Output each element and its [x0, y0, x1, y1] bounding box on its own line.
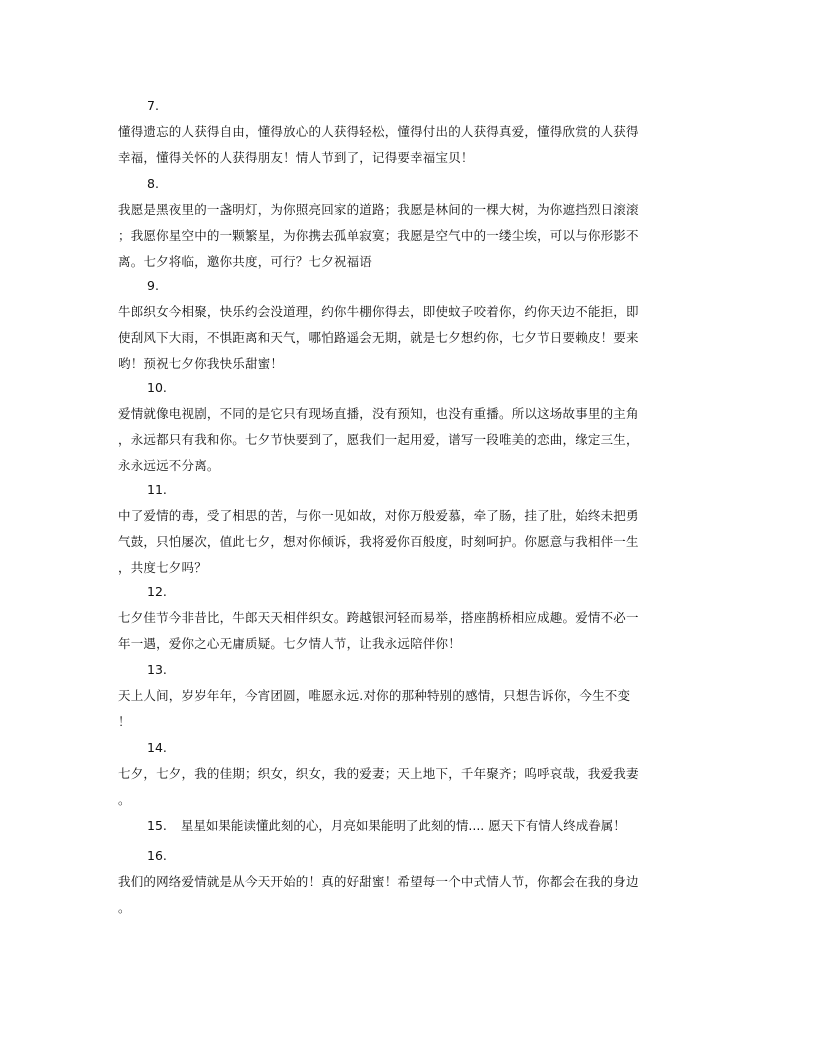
item-text-line: 年一遇，爱你之心无庸质疑。七夕情人节，让我永远陪伴你！: [118, 636, 461, 651]
item-text-line: 星星如果能读懂此刻的心，月亮如果能明了此刻的情.... 愿天下有情人终成眷属！: [180, 818, 626, 833]
item-text-line: 离。七夕将临，邀你共度，可行？七夕祝福语: [118, 254, 373, 269]
item-number: 7.: [147, 98, 159, 113]
item-number: 14.: [147, 740, 167, 755]
item-number: 12.: [147, 584, 167, 599]
item-text-line: 牛郎织女今相聚，快乐约会没道理，约你牛棚你得去，即使蚊子咬着你，约你天边不能拒，即: [118, 304, 639, 319]
item-text-line: 。: [118, 900, 131, 915]
item-text-line: 我们的网络爱情就是从今天开始的！真的好甜蜜！希望每一个中式情人节，你都会在我的身边: [118, 874, 639, 889]
list-item: [147, 818, 707, 834]
item-number: 13.: [147, 662, 167, 677]
item-text-line: 懂得遗忘的人获得自由，懂得放心的人获得轻松，懂得付出的人获得真爱，懂得欣赏的人获得: [118, 124, 639, 139]
list-item: [118, 176, 702, 270]
item-number: 9.: [147, 278, 159, 293]
item-text-line: 七夕，七夕，我的佳期；织女，织女，我的爱妻；天上地下，千年聚齐；呜呼哀哉，我爱我妻: [118, 766, 639, 781]
item-text-line: 我愿是黑夜里的一盏明灯，为你照亮回家的道路；我愿是林间的一棵大树，为你遮挡烈日滚滚: [118, 202, 639, 217]
item-text-line: 哟！预祝七夕你我快乐甜蜜！: [118, 356, 284, 371]
item-text-line: 天上人间，岁岁年年，今宵团圆，唯愿永远.对你的那种特别的感情，只想告诉你，今生不变: [118, 688, 631, 703]
item-text-line: ，共度七夕吗？: [118, 560, 207, 575]
item-text-line: ；我愿你星空中的一颗繁星，为你携去孤单寂寞；我愿是空气中的一缕尘埃，可以与你形影不: [118, 228, 639, 243]
list-item: [118, 278, 702, 372]
item-number: 8.: [147, 176, 159, 191]
list-item: [118, 482, 702, 576]
item-text-line: ，永远都只有我和你。七夕节快要到了，愿我们一起用爱，谱写一段唯美的恋曲，缘定三生，: [118, 432, 639, 447]
item-number: 16.: [147, 848, 167, 863]
item-text-line: 气鼓，只怕屡次，值此七夕，想对你倾诉，我将爱你百般度，时刻呵护。你愿意与我相伴一生: [118, 534, 639, 549]
item-text-line: 爱情就像电视剧，不同的是它只有现场直播，没有预知，也没有重播。所以这场故事里的主角: [118, 406, 639, 421]
item-text-line: ！: [118, 714, 131, 729]
item-number: 11.: [147, 482, 167, 497]
list-item: [118, 848, 702, 916]
list-item: [118, 98, 702, 166]
item-text-line: 使刮风下大雨，不惧距离和天气，哪怕路遥会无期，就是七夕想约你，七夕节日要赖皮！要来: [118, 330, 639, 345]
list-item: [118, 584, 702, 652]
item-text-line: 幸福，懂得关怀的人获得朋友！情人节到了，记得要幸福宝贝！: [118, 150, 474, 165]
list-item: [118, 380, 702, 474]
item-number: 10.: [147, 380, 167, 395]
item-text-line: 。: [118, 792, 131, 807]
item-text-line: 七夕佳节今非昔比，牛郎天天相伴织女。跨越银河轻而易举，搭座鹊桥相应成趣。爱情不必一: [118, 610, 639, 625]
list-item: [118, 662, 702, 730]
list-item: [118, 740, 702, 808]
item-text-line: 永永远远不分离。: [118, 458, 220, 473]
item-text-line: 中了爱情的毒，受了相思的苦，与你一见如故，对你万般爱慕，牵了肠，挂了肚，始终未把勇: [118, 508, 639, 523]
item-number: 15.: [147, 818, 167, 833]
